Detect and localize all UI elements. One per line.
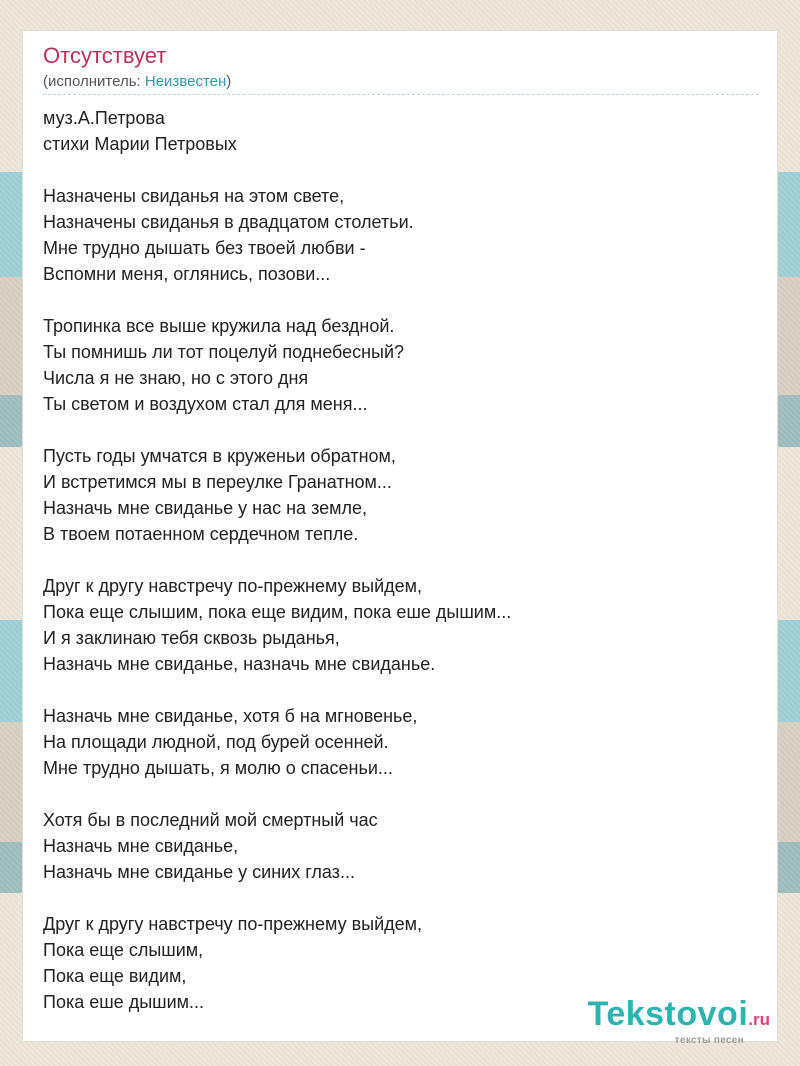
- lyric-line: Пока еше дышим...: [43, 992, 205, 1012]
- stanza-break: [43, 677, 759, 703]
- logo-tagline: тексты песен: [674, 1035, 744, 1046]
- stanza-break: [43, 781, 759, 807]
- logo-brand: Tekstovoi: [587, 995, 749, 1033]
- stanza-break: [43, 287, 759, 313]
- lyric-line: Мне трудно дышать без твоей любви -: [43, 238, 366, 258]
- lyric-line: Хотя бы в последний мой смертный час: [43, 810, 378, 830]
- artist-line: [43, 73, 231, 91]
- lyric-line: Ты помнишь ли тот поцелуй поднебесный?: [43, 342, 405, 362]
- lyric-line: Назначь мне свиданье, хотя б на мгновенье,: [43, 706, 418, 726]
- lyric-line: Назначь мне свиданье у синих глаз...: [43, 862, 355, 882]
- artist-suffix: ): [226, 73, 232, 90]
- lyric-line: В твоем потаенном сердечном тепле.: [43, 524, 359, 544]
- artist-name-link[interactable]: Неизвестен: [144, 73, 227, 90]
- lyric-line: Ты светом и воздухом стал для меня...: [43, 394, 368, 414]
- lyric-line: И встретимся мы в переулке Гранатном...: [43, 472, 392, 492]
- lyric-line: Вспомни меня, оглянись, позови...: [43, 264, 331, 284]
- lyric-line: Пока еще видим,: [43, 966, 187, 986]
- lyric-line: Назначь мне свиданье, назначь мне свиданье.: [43, 654, 436, 674]
- lyric-line: Назначь мне свиданье,: [43, 836, 239, 856]
- lyric-line: Назначены свиданья в двадцатом столетьи.: [43, 212, 414, 232]
- lyric-line: Пока еще слышим,: [43, 940, 204, 960]
- lyric-line: стихи Марии Петровых: [43, 134, 237, 154]
- stanza-break: [43, 547, 759, 573]
- lyrics-card: [22, 30, 778, 1042]
- logo-tld: .ru: [748, 1010, 770, 1029]
- song-title: Отсутствует: [43, 43, 167, 68]
- lyric-line: На площади людной, под бурей осенней.: [43, 732, 389, 752]
- lyric-line: Мне трудно дышать, я молю о спасеньи...: [43, 758, 393, 778]
- header-divider: [43, 94, 759, 95]
- lyric-line: Назначены свиданья на этом свете,: [43, 186, 345, 206]
- lyric-line: Пусть годы умчатся в круженьи обратном,: [43, 446, 396, 466]
- lyric-line: Назначь мне свиданье у нас на земле,: [43, 498, 368, 518]
- logo-wordmark: [588, 996, 770, 1039]
- lyrics-text: [43, 105, 759, 1015]
- site-logo[interactable]: [588, 996, 770, 1046]
- lyric-line: И я заклинаю тебя сквозь рыданья,: [43, 628, 340, 648]
- lyric-line: Числа я не знаю, но с этого дня: [43, 368, 309, 388]
- artist-prefix: (исполнитель:: [43, 73, 145, 90]
- lyric-line: муз.А.Петрова: [43, 108, 165, 128]
- lyric-line: Друг к другу навстречу по-прежнему выйдем,: [43, 576, 423, 596]
- lyric-line: Пока еще слышим, пока еще видим, пока еше дышим...: [43, 602, 512, 622]
- lyric-line: Друг к другу навстречу по-прежнему выйдем,: [43, 914, 423, 934]
- stanza-break: [43, 157, 759, 183]
- stanza-break: [43, 417, 759, 443]
- lyric-line: Тропинка все выше кружила над бездной.: [43, 316, 395, 336]
- stanza-break: [43, 885, 759, 911]
